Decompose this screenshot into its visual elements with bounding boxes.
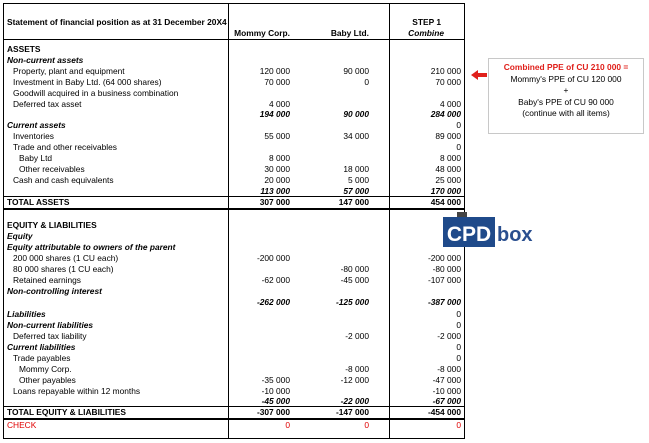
combined-value: 0	[456, 341, 461, 352]
baby-value: 90 000	[343, 109, 369, 120]
total-divider	[4, 208, 464, 210]
statement-row	[4, 77, 464, 88]
row-label: CHECK	[7, 420, 37, 431]
statement-row	[4, 120, 464, 131]
subtotal-row	[4, 297, 464, 308]
ppe-explanation-callout	[488, 58, 644, 134]
total-divider	[4, 406, 464, 407]
row-label: Investment in Baby Ltd. (64 000 shares)	[13, 76, 162, 87]
statement-row	[4, 131, 464, 142]
total-divider	[4, 418, 464, 420]
mommy-value: -307 000	[256, 407, 290, 418]
row-label: EQUITY & LIABILITIES	[7, 220, 97, 231]
subtotal-row	[4, 109, 464, 120]
combined-value: -387 000	[427, 296, 461, 307]
mommy-value: -200 000	[256, 253, 290, 264]
row-label: Non-current assets	[7, 54, 84, 65]
baby-value: -147 000	[335, 407, 369, 418]
arrow-left-icon	[471, 70, 487, 80]
baby-value: 0	[364, 76, 369, 87]
statement-row	[4, 375, 464, 386]
callout-line: (continue with all items)	[522, 108, 610, 119]
mommy-value: 20 000	[264, 174, 290, 185]
combined-value: 210 000	[430, 65, 461, 76]
total-divider	[4, 196, 464, 197]
row-label: Deferred tax liability	[13, 331, 87, 341]
mommy-value: 113 000	[260, 185, 290, 196]
grand-total-row	[4, 197, 464, 208]
row-label: Equity attributable to owners of the parent	[7, 242, 176, 253]
mommy-value: 120 000	[259, 65, 290, 76]
statement-row	[4, 331, 464, 342]
row-label: 200 000 shares (1 CU each)	[13, 253, 119, 264]
row-label: Mommy Corp.	[19, 363, 72, 374]
mommy-value: 307 000	[259, 196, 290, 207]
statement-row	[4, 342, 464, 353]
statement-row	[4, 175, 464, 186]
statement-row	[4, 88, 464, 99]
row-label: Baby Ltd	[19, 153, 53, 163]
combined-value: -200 000	[427, 253, 461, 264]
combined-value: 70 000	[435, 76, 461, 87]
statement-row	[4, 309, 464, 320]
statement-row	[4, 164, 464, 175]
baby-value: -12 000	[340, 374, 369, 385]
statement-row	[4, 386, 464, 397]
mommy-value: 70 000	[264, 76, 290, 87]
row-label: Retained earnings	[13, 274, 81, 285]
mommy-value: 0	[285, 420, 290, 431]
baby-value: 57 000	[343, 185, 369, 196]
statement-row	[4, 364, 464, 375]
row-label: Cash and cash equivalents	[13, 174, 114, 185]
row-label: Non-controlling interest	[7, 285, 102, 296]
row-label: Other receivables	[19, 163, 85, 174]
combined-value: -67 000	[432, 396, 461, 407]
mommy-value: 8 000	[269, 153, 290, 163]
row-label: Inventories	[13, 131, 54, 142]
combined-value: 48 000	[435, 163, 461, 174]
statement-row	[4, 44, 464, 55]
baby-value: -2 000	[345, 331, 369, 341]
column-header-baby: Baby Ltd.	[330, 28, 369, 38]
row-label: Trade and other receivables	[13, 142, 117, 153]
baby-value: -125 000	[335, 296, 369, 307]
row-label: Current liabilities	[7, 341, 76, 352]
baby-value: 147 000	[338, 196, 369, 207]
statement-row	[4, 231, 464, 242]
callout-title: Combined PPE of CU 210 000 =	[503, 62, 629, 72]
combined-value: 0	[456, 309, 461, 320]
baby-value: -80 000	[340, 264, 369, 274]
combined-value: 0	[456, 142, 461, 153]
row-label: ASSETS	[7, 44, 41, 54]
column-header-mommy: Mommy Corp.	[234, 28, 290, 38]
row-label: Liabilities	[7, 309, 46, 320]
logo-text-cpd: CPD	[446, 223, 492, 246]
combined-value: -454 000	[427, 407, 461, 418]
baby-value: 18 000	[343, 163, 369, 174]
mommy-value: 30 000	[264, 163, 290, 174]
logo-text-box: box	[497, 224, 533, 246]
combined-value: -80 000	[432, 264, 461, 274]
combined-value: 0	[456, 320, 461, 331]
combined-value: 170 000	[430, 185, 461, 196]
row-label: TOTAL EQUITY & LIABILITIES	[7, 407, 126, 418]
baby-value: 0	[364, 420, 369, 431]
row-label: Deferred tax asset	[13, 98, 82, 109]
combined-value: -2 000	[437, 331, 461, 341]
statement-row	[4, 242, 464, 253]
combined-value: 25 000	[435, 174, 461, 185]
combined-value: 454 000	[430, 196, 461, 207]
combined-value: 89 000	[435, 131, 461, 142]
combined-value: 8 000	[440, 153, 461, 163]
statement-row	[4, 153, 464, 164]
row-label: 80 000 shares (1 CU each)	[13, 264, 114, 274]
callout-line: +	[563, 85, 569, 96]
statement-row	[4, 320, 464, 331]
statement-row	[4, 66, 464, 77]
combined-value: -10 000	[432, 385, 461, 396]
mommy-value: -10 000	[261, 385, 290, 396]
grand-total-row	[4, 407, 464, 418]
check-row	[4, 420, 464, 431]
column-header-step: STEP 1	[412, 17, 441, 27]
statement-row	[4, 353, 464, 364]
statement-title: Statement of financial position as at 31 December 20X4	[7, 17, 227, 27]
baby-value: 5 000	[348, 174, 369, 185]
callout-line: Mommy's PPE of CU 120 000	[510, 73, 622, 84]
statement-row	[4, 220, 464, 231]
cpdbox-logo	[441, 212, 547, 252]
mommy-value: 4 000	[269, 98, 290, 109]
row-label: Goodwill acquired in a business combination	[13, 87, 179, 98]
baby-value: -45 000	[340, 274, 369, 285]
mommy-value: -35 000	[261, 374, 290, 385]
baby-value: -22 000	[340, 396, 369, 407]
statement-row	[4, 286, 464, 297]
combined-value: -47 000	[432, 374, 461, 385]
financial-statement-table	[3, 3, 465, 439]
mommy-value: -62 000	[261, 274, 290, 285]
mommy-value: -45 000	[261, 396, 290, 407]
mommy-value: -262 000	[256, 296, 290, 307]
row-label: Trade payables	[13, 352, 71, 363]
row-label: Non-current liabilities	[7, 320, 94, 331]
row-label: Loans repayable within 12 months	[13, 385, 141, 396]
statement-row	[4, 99, 464, 110]
mommy-value: 194 000	[259, 109, 290, 120]
combined-value: 0	[456, 120, 461, 131]
baby-value: 34 000	[343, 131, 369, 142]
statement-row	[4, 142, 464, 153]
statement-row	[4, 55, 464, 66]
combined-value: -8 000	[437, 363, 461, 374]
callout-line: Baby's PPE of CU 90 000	[518, 96, 614, 107]
column-header-combine: Combine	[408, 28, 444, 38]
statement-row	[4, 275, 464, 286]
statement-row	[4, 264, 464, 275]
row-label: Equity	[7, 231, 33, 242]
row-label: TOTAL ASSETS	[7, 196, 70, 207]
header-divider	[4, 39, 464, 40]
combined-value: -107 000	[427, 274, 461, 285]
combined-value: 284 000	[430, 109, 461, 120]
baby-value: -8 000	[345, 363, 369, 374]
baby-value: 90 000	[343, 65, 369, 76]
mommy-value: 55 000	[264, 131, 290, 142]
row-label: Other payables	[19, 374, 76, 385]
combined-value: 0	[456, 352, 461, 363]
combined-value: 4 000	[440, 98, 461, 109]
row-label: Current assets	[7, 120, 66, 131]
row-label: Property, plant and equipment	[13, 65, 125, 76]
statement-row	[4, 253, 464, 264]
statement-row	[4, 210, 464, 221]
combined-value: 0	[456, 420, 461, 431]
